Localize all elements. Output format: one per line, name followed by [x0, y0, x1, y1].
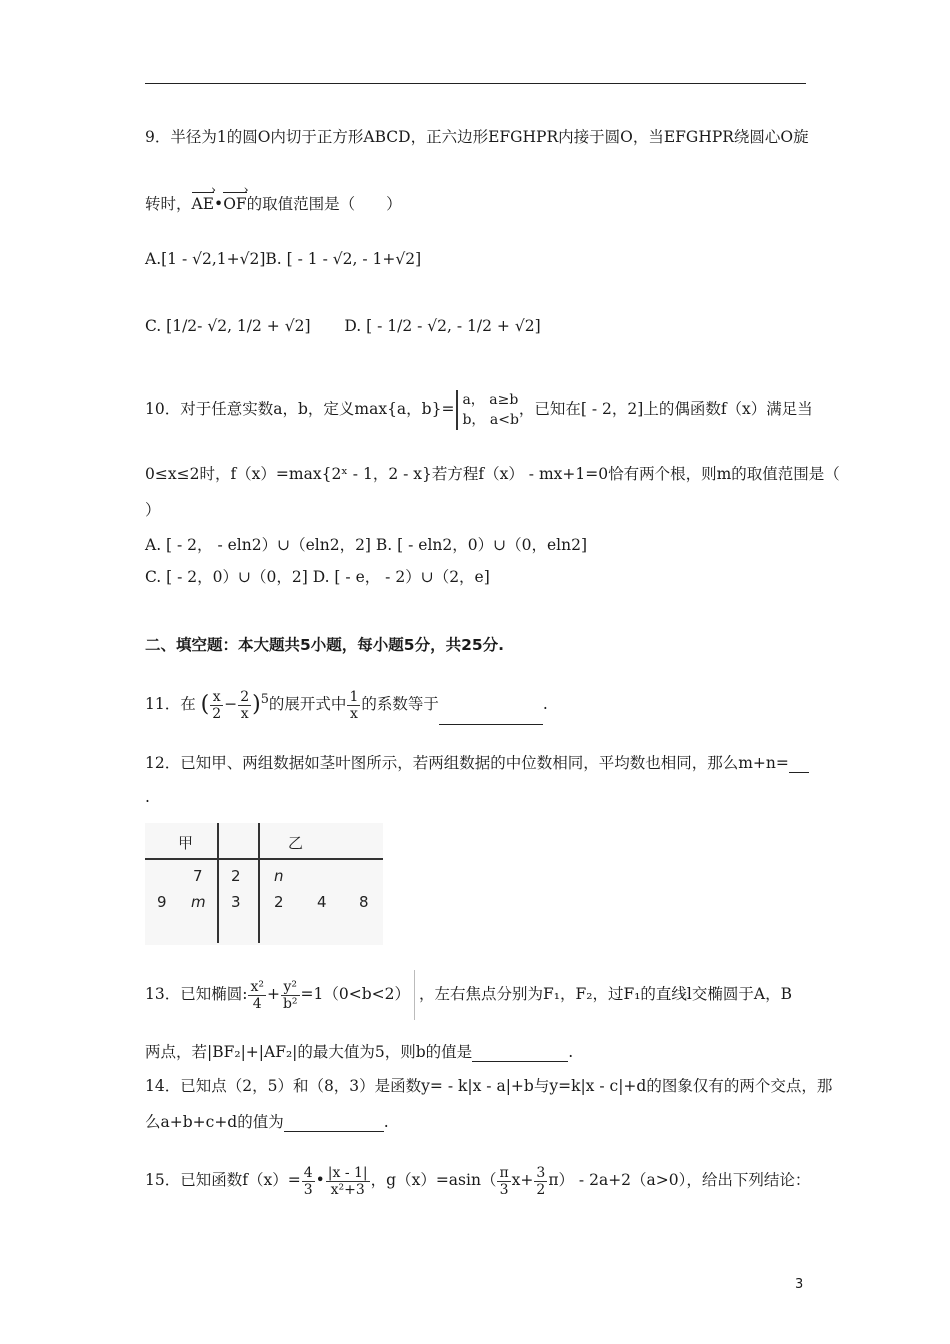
stem: 2 — [231, 867, 241, 885]
stem-leaf-plot — [145, 823, 383, 945]
frac-den: 3 — [499, 1181, 509, 1198]
leaf-left: 7 — [193, 867, 203, 885]
frac-x-over-2 — [210, 689, 223, 722]
q13-line1 — [145, 970, 792, 1020]
answer-blank — [284, 1131, 384, 1132]
q11-end: . — [542, 695, 548, 714]
q9-option-b: B. [ - 1 - √2, - 1+√2] — [265, 250, 422, 268]
ellipse-equals: =1（0<b<2） — [300, 985, 411, 1003]
stem: 3 — [231, 893, 241, 911]
q11-prefix: 11．在 — [145, 695, 196, 714]
q10-stem-line1 — [145, 390, 813, 430]
q14-stem2: 么a+b+c+d的值为 — [145, 1113, 284, 1131]
q9-stem-line2 — [145, 190, 402, 214]
frac-den: b² — [282, 995, 298, 1012]
frac-num: x² — [250, 978, 264, 995]
frac-num: 3 — [536, 1164, 546, 1181]
frac-num: y² — [281, 979, 300, 996]
frac-num: 1 — [349, 688, 359, 705]
answer-blank — [789, 772, 809, 773]
frac-num: x — [210, 689, 223, 706]
q9-option-c-rest: - √2, 1/2 + √2] — [197, 317, 311, 335]
table-hline — [145, 858, 383, 860]
image-edge — [414, 970, 415, 1020]
q9-stem-line1: 9．半径为1的圆O内切于正方形ABCD，正六边形EFGHPR内接于圆O，当EFGHPR绕圆心O旋 — [145, 128, 809, 146]
frac-3-over-2 — [534, 1165, 547, 1198]
frac-num: 2 — [240, 688, 250, 705]
q14-end: . — [383, 1113, 389, 1131]
frac-y2-over-b2 — [281, 979, 300, 1012]
answer-blank — [472, 1061, 568, 1062]
frac-den: x²+3 — [330, 1181, 365, 1198]
frac-pi-over-3 — [497, 1165, 510, 1198]
q13-prefix: 13．已知椭圆: — [145, 985, 248, 1003]
frac-1-over-x — [347, 689, 360, 722]
q9-option-d: D. [ - 1/2 - √2, - 1/2 + √2] — [344, 317, 541, 335]
q13-end: . — [568, 1043, 574, 1061]
frac-2-over-x — [238, 689, 251, 722]
q13-suffix: ，左右焦点分别为F₁，F₂，过F₁的直线l交椭圆于A，B — [419, 985, 792, 1003]
q14-line1: 14．已知点（2，5）和（8，3）是函数y= - k|x - a|+b与y=k|x - c|+d的图象仅有的两个交点，那 — [145, 1077, 833, 1095]
q9-suffix: 的取值范围是（ ） — [246, 195, 402, 213]
leaf-left: 9 — [157, 893, 167, 911]
q12-line2: . — [145, 788, 150, 806]
q10-options-cd: C. [ - 2，0）∪（0，2] D. [ - e， - 2）∪（2，e] — [145, 568, 490, 586]
q11-line: 11．在 ( $\frac{x}{2}$ − $\frac{2}{x}$ )$^5$的展开式中 $\frac{1}{x}$ 的系数等于 . — [145, 680, 548, 725]
frac-den: 2 — [536, 1181, 546, 1198]
q9-option-a: A.[1 - √2,1+√2] — [145, 250, 266, 268]
table-vline-right — [258, 823, 260, 943]
q15-line1 — [145, 1158, 810, 1202]
plus-sign: + — [266, 985, 280, 1003]
q10-suffix: ，已知在[ - 2，2]上的偶函数f（x）满足当 — [518, 400, 813, 418]
header-yi: 乙 — [288, 834, 304, 852]
q13-line2 — [145, 1042, 573, 1062]
q9-options-ab — [145, 249, 421, 269]
q15-mid2: x+ — [511, 1171, 534, 1189]
frac-den: x — [240, 705, 249, 722]
frac-den: 3 — [303, 1181, 313, 1198]
case-b: b， a<b — [462, 412, 519, 428]
frac-num: π — [499, 1164, 509, 1181]
answer-blank — [439, 724, 543, 725]
q9-option-c-half: 1/2 — [172, 317, 198, 335]
q13-stem2: 两点，若|BF₂|+|AF₂|的最大值为5，则b的值是 — [145, 1043, 473, 1061]
q11-mid: 的展开式中 — [268, 695, 347, 714]
leaf-right: 8 — [359, 893, 369, 911]
frac-x2-over-4 — [248, 979, 266, 1012]
q15-mid: ，g（x）=asin（ — [370, 1171, 497, 1189]
vector-ae: AE › — [192, 190, 215, 214]
dot-operator: • — [315, 1171, 325, 1189]
case-a: a， a≥b — [462, 392, 519, 408]
header-jia: 甲 — [178, 834, 194, 852]
page-number: 3 — [795, 1277, 804, 1292]
frac-abs-over-quad — [326, 1165, 370, 1198]
leaf-right: 2 — [274, 893, 284, 911]
frac-4-over-3 — [302, 1165, 315, 1198]
q15-prefix: 15．已知函数f（x）= — [145, 1171, 301, 1189]
q9-option-c-label: C. [ — [145, 317, 173, 335]
q12-stem: 12．已知甲、两组数据如茎叶图所示，若两组数据的中位数相同，平均数也相同，那么m+n= — [145, 754, 789, 772]
dot-operator: • — [214, 195, 224, 213]
q9-prefix: 转时， — [145, 195, 192, 213]
frac-num: |x - 1| — [327, 1164, 368, 1181]
leaf-right: n — [274, 867, 284, 885]
q10-options-ab: A. [ - 2， - eln2）∪（eln2，2] B. [ - eln2，0）∪（0，eln2] — [145, 536, 588, 554]
frac-num: 4 — [303, 1164, 313, 1181]
piecewise-max — [456, 390, 518, 430]
vector-of: OF › — [223, 190, 246, 214]
q14-line2 — [145, 1112, 389, 1132]
table-vline-left — [217, 823, 219, 943]
q9-options-cd — [145, 316, 541, 336]
section-heading: 二、填空题：本大题共5小题，每小题5分，共25分. — [145, 636, 505, 654]
q15-suffix: π） - 2a+2（a>0），给出下列结论： — [548, 1171, 811, 1189]
q11-suffix: 的系数等于 — [361, 695, 439, 714]
q12-line1 — [145, 753, 809, 773]
leaf-right: 4 — [317, 893, 327, 911]
header-rule — [145, 83, 806, 84]
exponent: 5 — [260, 692, 269, 707]
q10-stem-line3: ） — [145, 501, 161, 519]
q10-stem-line2: 0≤x≤2时，f（x）=max{2ˣ - 1，2 - x}若方程f（x） - mx+1=0恰有两个根，则m的取值范围是（ — [145, 465, 840, 483]
frac-den: 4 — [252, 995, 262, 1012]
frac-den: 2 — [212, 705, 222, 722]
frac-den: x — [349, 705, 358, 722]
leaf-left: m — [191, 893, 206, 911]
q10-prefix: 10．对于任意实数a，b，定义max{a，b}= — [145, 400, 455, 418]
